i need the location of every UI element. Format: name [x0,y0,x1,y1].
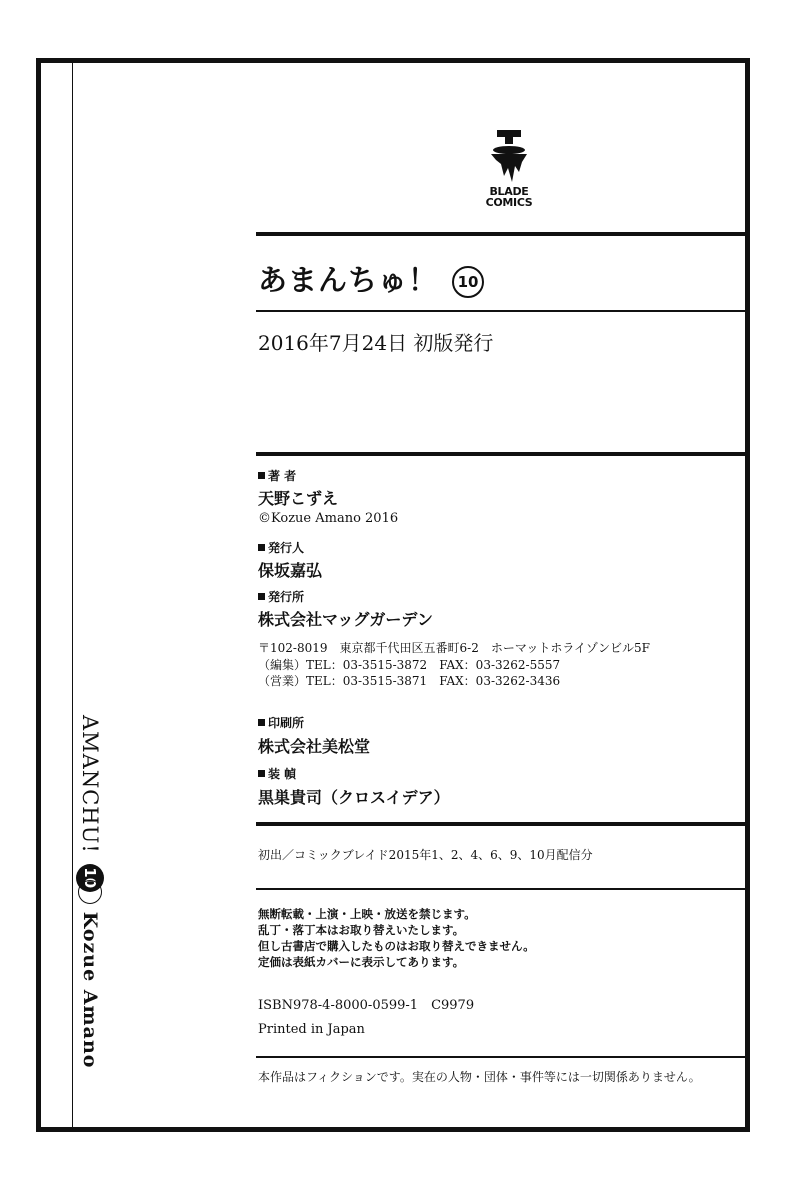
publisher-person-label: 発行人 [258,539,304,556]
isbn: ISBN978-4-8000-0599-1 C9979 [258,998,475,1013]
notice-line: 無断転載・上演・上映・放送を禁じます。 [258,907,476,921]
volume-mark: 10 [452,266,484,298]
book-title-text: あまんちゅ！ [258,263,439,297]
first-appearance: 初出／コミックブレイド2015年1、2、4、6、9、10月配信分 [258,848,593,862]
design-name: 黒巣貴司（クロスイデア） [258,788,450,807]
blade-comics-logo [474,128,544,218]
editorial-contact: （編集）TEL：03-3515-3872 FAX：03-3262-5557 [258,658,561,672]
notice-line: 但し古書店で購入したものはお取り替えできません。 [258,939,535,953]
divider-title [256,310,750,312]
copyright: ©Kozue Amano 2016 [258,511,399,526]
notice-line: 定価は表紙カバーに表示してあります。 [258,955,465,969]
bullet-square-icon [258,593,265,600]
logo-line-1: BLADE [489,185,529,198]
bullet-square-icon [258,719,265,726]
author-name: 天野こずえ [258,489,339,508]
spine-title: AMANCHU! [78,715,102,854]
design-label: 装 幀 [258,765,296,782]
bullet-square-icon [258,770,265,777]
spine-author: Kozue Amano [79,911,101,1069]
spine-ring-icon [78,880,102,904]
spine-volume-badge: 10 [76,864,104,892]
sales-contact: （営業）TEL：03-3515-3871 FAX：03-3262-3436 [258,674,561,688]
notice-line: 乱丁・落丁本はお取り替えいたします。 [258,923,465,937]
spine [70,715,106,1115]
bullet-square-icon [258,544,265,551]
divider-notices [256,888,750,890]
printed-in: Printed in Japan [258,1022,365,1037]
printer-label: 印刷所 [258,714,304,731]
bullet-square-icon [258,472,265,479]
divider-first-appearance [256,822,750,826]
logo-line-2: COMICS [485,196,533,209]
author-label: 著 者 [258,467,296,484]
divider-credits [256,452,750,456]
printer-name: 株式会社美松堂 [258,737,371,756]
fiction-notice: 本作品はフィクションです。実在の人物・団体・事件等には一切関係ありません。 [258,1070,701,1084]
publisher-label: 発行所 [258,588,304,605]
divider-top [256,232,750,236]
divider-fiction [256,1056,750,1058]
publisher-address: 〒102-8019 東京都千代田区五番町6-2 ホーマットホライゾンビル5F [258,641,650,655]
page-frame [36,58,750,1132]
publication-date: 2016年7月24日 初版発行 [258,331,494,355]
floating-island-icon [487,128,531,186]
publisher-name: 株式会社マッグガーデン [258,610,434,629]
spine-text [76,715,104,1068]
publisher-person: 保坂嘉弘 [258,561,323,580]
book-title [258,258,484,299]
